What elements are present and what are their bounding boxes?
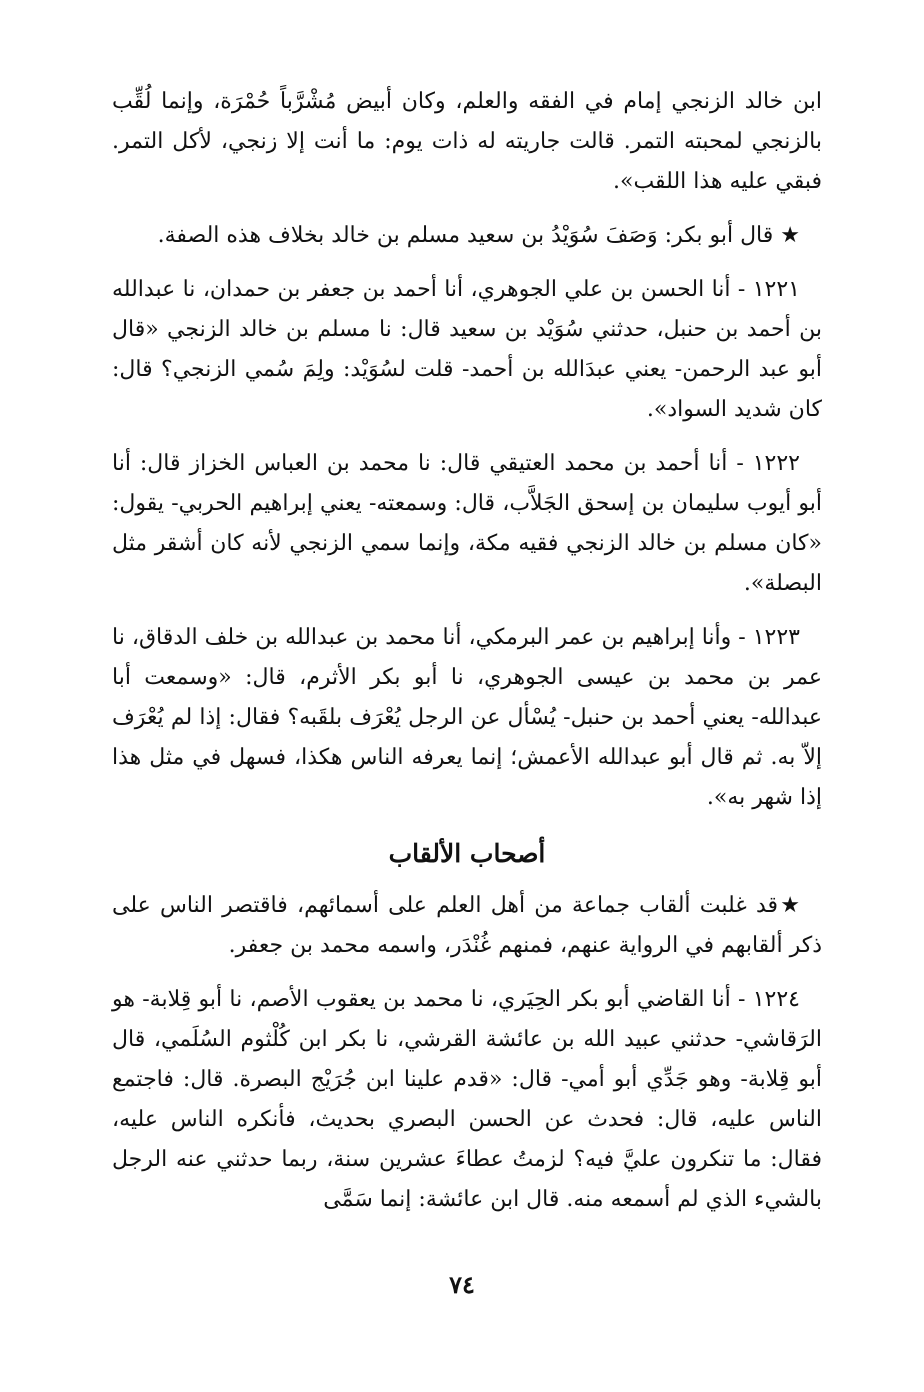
paragraph-1223: ١٢٢٣ - وأنا إبراهيم بن عمر البرمكي، أنا محمد بن عبدالله بن خلف الدقاق، نا عمر بن محمد بن عيسى الجوهري، نا أبو بكر الأثرم، قال: «وسمعت أبا عبدالله- يعني أحمد بن حنبل- يُسْأل عن الرجل يُعْرَف بلقَبه؟ فقال: إذا لم يُعْرَف إلاّ به. ثم قال أبو عبدالله الأعمش؛ إنما يعرفه الناس هكذا، فسهل في مثل هذا إذا شهر به». — [112, 625, 822, 810]
paragraph-1224: ١٢٢٤ - أنا القاضي أبو بكر الحِيَري، نا محمد بن يعقوب الأصم، نا أبو قِلابة- هو الرَقاشي- حدثني عبيد الله بن عائشة القرشي، نا بكر ابن كُلْثوم السُلَمي، قال أبو قِلابة- وهو جَدِّي أبو أمي- قال: «قدم علينا ابن جُرَيْج البصرة. قال: فاجتمع الناس عليه، قال: فحدث عن الحسن البصري بحديث، فأنكره الناس عليه، فقال: ما تنكرون عليَّ فيه؟ لزمتُ عطاءَ عشرين سنة، ربما حدثني عنه الرجل بالشيء الذي لم أسمعه منه. قال ابن عائشة: إنما سَمَّى — [112, 987, 822, 1212]
section-heading: أصحاب الألقاب — [388, 839, 546, 868]
paragraph-1221: ١٢٢١ - أنا الحسن بن علي الجوهري، أنا أحمد بن جعفر بن حمدان، نا عبدالله بن أحمد بن حنبل، حدثني سُوَيْد بن سعيد قال: نا مسلم بن خالد الزنجي «قال أبو عبد الرحمن- يعني عبدَالله بن أحمد- قلت لسُوَيْد: ولِمَ سُمي الزنجي؟ قال: كان شديد السواد». — [112, 277, 822, 422]
page-body — [112, 82, 822, 1234]
paragraph-note-abu-bakr: ★ قال أبو بكر: وَصَفَ سُوَيْدُ بن سعيد مسلم بن خالد بخلاف هذه الصفة. — [157, 223, 800, 248]
paragraph-section-intro: ★قد غلبت ألقاب جماعة من أهل العلم على أسمائهم، فاقتصر الناس على ذكر ألقابهم في الرواية عنهم، فمنهم غُنْدَر، واسمه محمد بن جعفر. — [112, 893, 822, 958]
page-number: ٧٤ — [449, 1270, 475, 1299]
paragraph-1222: ١٢٢٢ - أنا أحمد بن محمد العتيقي قال: نا محمد بن العباس الخزاز قال: أنا أبو أيوب سليمان بن إسحق الجَلاَّب، قال: وسمعته- يعني إبراهيم الحربي- يقول: «كان مسلم بن خالد الزنجي فقيه مكة، وإنما سمي الزنجي لأنه كان أشقر مثل البصلة». — [112, 451, 822, 596]
paragraph-intro: ابن خالد الزنجي إمام في الفقه والعلم، وكان أبيض مُشْرَّباً حُمْرَة، وإنما لُقِّب بالزنجي لمحبته التمر. قالت جاريته له ذات يوم: ما أنت إلا زنجي، لأكل التمر. فبقي عليه هذا اللقب». — [112, 89, 822, 194]
